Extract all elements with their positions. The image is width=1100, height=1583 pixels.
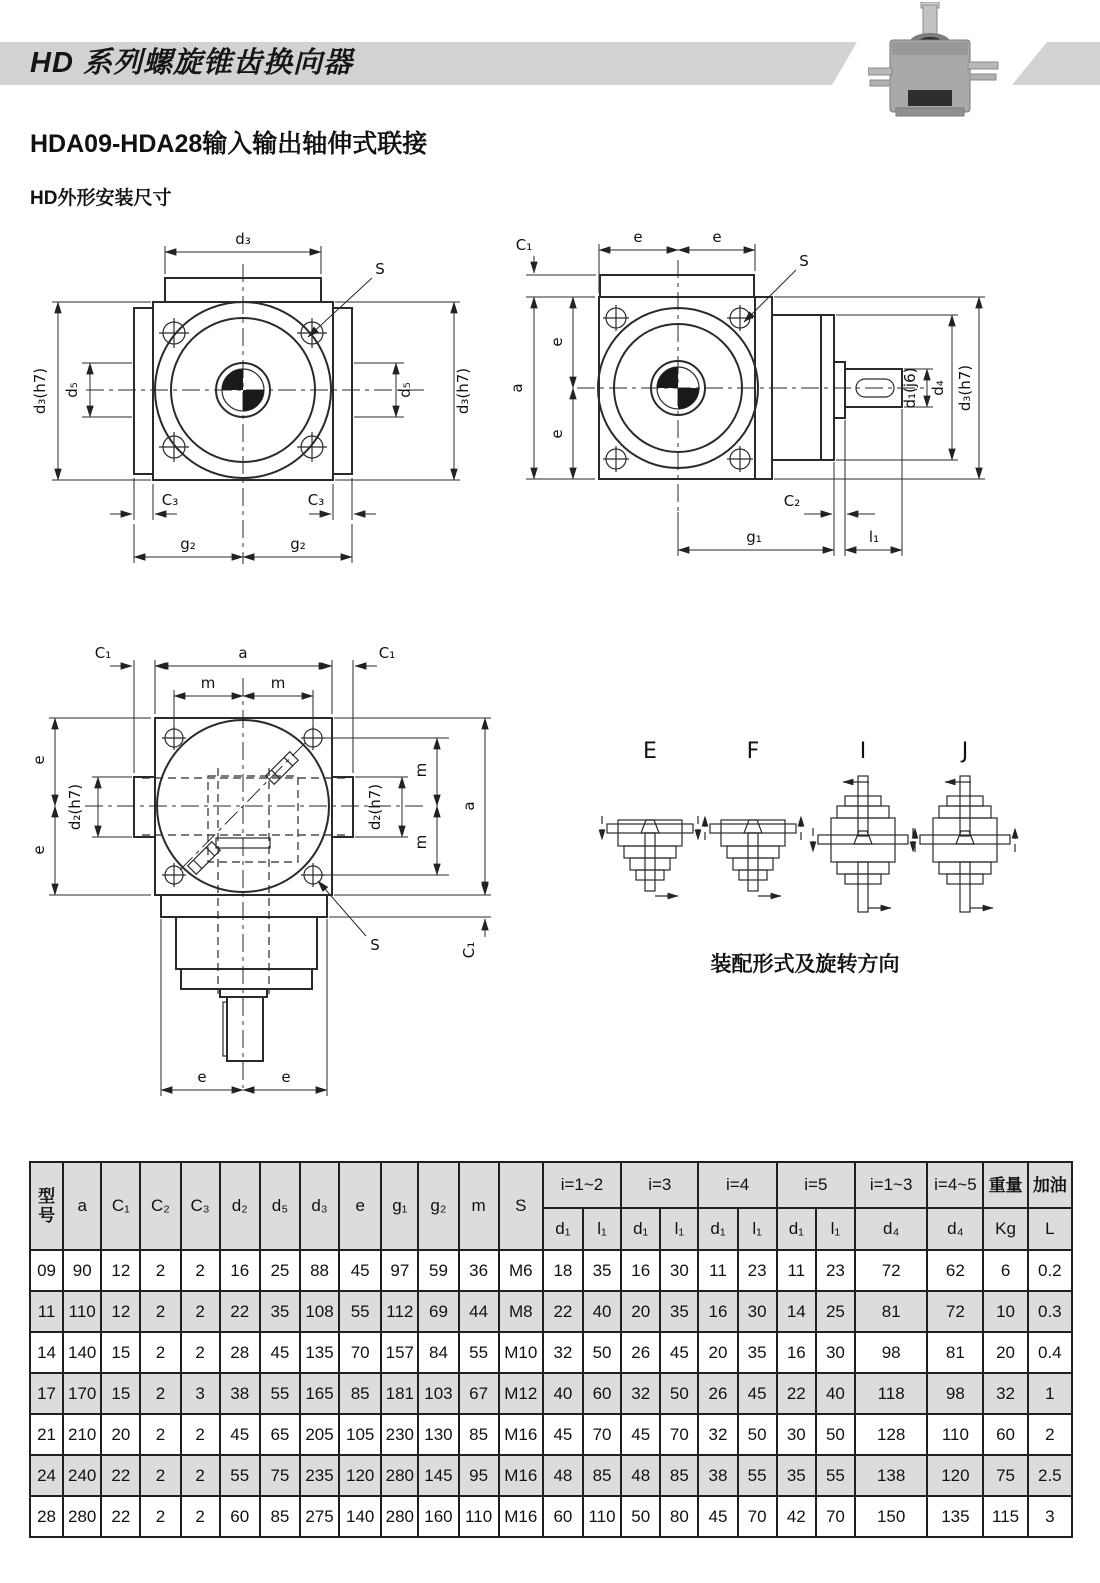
table-cell: 35 [777,1455,816,1496]
col-header-d2: d₂ [220,1162,260,1250]
table-cell: 38 [698,1455,737,1496]
table-cell: 2 [140,1414,180,1455]
table-cell: 72 [927,1291,983,1332]
table-cell: 75 [983,1455,1027,1496]
table-cell: 3 [181,1373,220,1414]
table-cell: M8 [499,1291,543,1332]
table-header [30,1162,1072,1250]
table-row [30,1496,1072,1537]
table-cell: 35 [260,1291,300,1332]
table-body [30,1250,1072,1537]
table-cell: 118 [855,1373,927,1414]
table-cell: 14 [30,1332,63,1373]
dim-label-s-bottom: S [370,936,380,954]
table-cell: 17 [30,1373,63,1414]
table-cell: 98 [927,1373,983,1414]
table-cell: 75 [260,1455,300,1496]
table-cell: 40 [583,1291,621,1332]
col-header-weight: 重量 [983,1162,1027,1208]
table-cell: 97 [381,1250,418,1291]
dim-label-a: a [508,383,526,393]
sub-header-d1-2: d₁ [621,1208,660,1250]
dim-label-c1-right: C₁ [460,941,478,959]
table-cell: 108 [300,1291,339,1332]
table-cell: 16 [621,1250,660,1291]
sub-header-d1-4: d₁ [777,1208,816,1250]
front-view-drawing [28,212,486,574]
table-cell: 35 [660,1291,698,1332]
table-cell: 16 [698,1291,737,1332]
table-cell: 62 [927,1250,983,1291]
table-cell: 10 [983,1291,1027,1332]
table-row [30,1455,1072,1496]
table-cell: 16 [777,1332,816,1373]
group-header-i1-2: i=1~2 [543,1162,621,1208]
table-cell: 110 [927,1414,983,1455]
table-cell: 20 [621,1291,660,1332]
table-cell: 15 [101,1373,140,1414]
sub-header-l1-1: l₁ [583,1208,621,1250]
table-cell: 69 [418,1291,458,1332]
table-cell: 70 [339,1332,381,1373]
dim-label-d3h7-left: d₃(h7) [31,367,49,415]
table-cell: 0.3 [1028,1291,1072,1332]
dim-label-d5-right: d₅ [396,382,414,398]
gearbox-photo-illustration [868,2,998,116]
col-header-d3: d₃ [300,1162,339,1250]
table-cell: 30 [738,1291,777,1332]
col-header-d5: d₅ [260,1162,300,1250]
assembly-variant-f-label: F [746,739,760,764]
table-cell: 2 [140,1332,180,1373]
banner-title: HD 系列螺旋锥齿换向器 [30,47,353,79]
table-cell: 2 [181,1332,220,1373]
table-cell: 45 [660,1332,698,1373]
table-cell: 2 [1028,1414,1072,1455]
dim-label-e-left-lower: e [30,845,48,855]
table-cell: 230 [381,1414,418,1455]
table-cell: 59 [418,1250,458,1291]
dim-label-e-bottom-right: e [281,1068,291,1086]
table-cell: 32 [698,1414,737,1455]
table-cell: 140 [63,1332,101,1373]
col-header-c1: C₁ [101,1162,140,1250]
dimension-table [29,1161,1073,1538]
table-cell: 70 [816,1496,855,1537]
table-cell: 32 [543,1332,583,1373]
table-cell: 95 [459,1455,499,1496]
bottom-view-dimensions [30,644,491,1096]
table-cell: 88 [300,1250,339,1291]
table-cell: 210 [63,1414,101,1455]
table-cell: 14 [777,1291,816,1332]
bottom-view-drawing [30,618,515,1123]
col-header-model: 型号 [30,1162,63,1250]
table-row [30,1250,1072,1291]
table-cell: 85 [660,1455,698,1496]
section-title: HDA09-HDA28输入输出轴伸式联接 [30,130,428,158]
table-cell: 240 [63,1455,101,1496]
table-cell: 25 [260,1250,300,1291]
dim-label-d3h7: d₃(h7) [956,364,974,412]
dim-label-a-top: a [238,644,248,662]
bottom-view-centerlines [85,678,425,1088]
dim-label-e-left-lower: e [548,429,566,439]
table-cell: 2 [181,1455,220,1496]
table-cell: 280 [381,1455,418,1496]
table-cell: 45 [260,1332,300,1373]
table-cell: 70 [738,1496,777,1537]
assembly-forms-drawing [575,720,1035,945]
table-cell: 135 [300,1332,339,1373]
table-cell: 20 [698,1332,737,1373]
table-cell: 181 [381,1373,418,1414]
table-cell: 90 [63,1250,101,1291]
table-cell: 50 [621,1496,660,1537]
table-cell: 45 [339,1250,381,1291]
table-cell: 0.4 [1028,1332,1072,1373]
dim-label-e-bottom-left: e [197,1068,207,1086]
table-cell: 70 [660,1414,698,1455]
table-row [30,1332,1072,1373]
table-cell: 80 [660,1496,698,1537]
table-cell: 128 [855,1414,927,1455]
table-cell: 3 [1028,1496,1072,1537]
table-cell: 24 [30,1455,63,1496]
dim-label-g2-left: g₂ [180,535,196,553]
table-cell: 1 [1028,1373,1072,1414]
dim-label-s: S [375,260,385,278]
table-cell: 55 [339,1291,381,1332]
table-cell: M16 [499,1496,543,1537]
table-cell: 2 [181,1291,220,1332]
table-cell: 35 [738,1332,777,1373]
table-cell: 09 [30,1250,63,1291]
dim-label-d3: d₃ [235,230,251,248]
dim-label-g1: g₁ [746,528,762,546]
dim-label-e-top-right: e [712,228,722,246]
table-cell: 135 [927,1496,983,1537]
table-cell: 45 [698,1496,737,1537]
table-cell: 26 [621,1332,660,1373]
table-cell: 16 [220,1250,260,1291]
dim-label-a-right: a [460,801,478,811]
col-header-e: e [339,1162,381,1250]
table-cell: M16 [499,1414,543,1455]
table-cell: 98 [855,1332,927,1373]
dim-label-c1-top-left: C₁ [94,644,112,662]
table-cell: 25 [816,1291,855,1332]
table-cell: 157 [381,1332,418,1373]
table-cell: 22 [777,1373,816,1414]
table-cell: 32 [983,1373,1027,1414]
table-cell: 85 [583,1455,621,1496]
table-cell: 26 [698,1373,737,1414]
dim-label-d2h7-right: d₂(h7) [366,783,384,831]
table-cell: 45 [220,1414,260,1455]
group-header-i4: i=4 [698,1162,776,1208]
table-cell: 120 [339,1455,381,1496]
table-cell: 235 [300,1455,339,1496]
col-header-oil: 加油 [1028,1162,1072,1208]
table-cell: 72 [855,1250,927,1291]
dim-label-g2-right: g₂ [290,535,306,553]
table-cell: 280 [63,1496,101,1537]
table-cell: 45 [738,1373,777,1414]
table-cell: 2 [181,1250,220,1291]
col-header-g1: g₁ [381,1162,418,1250]
table-cell: 12 [101,1291,140,1332]
col-header-c3: C₃ [181,1162,220,1250]
table-cell: 110 [583,1496,621,1537]
sub-header-l1-2: l₁ [660,1208,698,1250]
side-view-drawing [482,212,1082,574]
dim-label-l1: l₁ [868,528,880,546]
table-cell: 22 [220,1291,260,1332]
table-cell: 60 [543,1496,583,1537]
sub-title: HD外形安装尺寸 [30,188,172,209]
table-cell: 103 [418,1373,458,1414]
table-row [30,1414,1072,1455]
sub-header-l1-3: l₁ [738,1208,777,1250]
table-cell: 110 [63,1291,101,1332]
sub-header-l1-4: l₁ [816,1208,855,1250]
table-cell: 15 [101,1332,140,1373]
table-cell: 105 [339,1414,381,1455]
table-cell: 2 [140,1291,180,1332]
table-cell: 0.2 [1028,1250,1072,1291]
table-cell: 45 [621,1414,660,1455]
group-header-i1-3: i=1~3 [855,1162,927,1208]
table-cell: 18 [543,1250,583,1291]
front-view-hub [216,363,270,417]
table-cell: 40 [816,1373,855,1414]
table-cell: 81 [855,1291,927,1332]
assembly-diagram-i [813,776,913,912]
assembly-diagram-f [705,816,801,896]
table-cell: 22 [101,1455,140,1496]
col-header-c2: C₂ [140,1162,180,1250]
table-cell: 50 [660,1373,698,1414]
table-cell: 138 [855,1455,927,1496]
table-cell: 165 [300,1373,339,1414]
table-cell: 55 [816,1455,855,1496]
table-cell: 120 [927,1455,983,1496]
table-cell: 42 [777,1496,816,1537]
group-header-i5: i=5 [777,1162,855,1208]
dim-label-m-right-upper: m [412,762,430,778]
table-cell: 70 [583,1414,621,1455]
table-cell: 115 [983,1496,1027,1537]
table-cell: 280 [381,1496,418,1537]
table-cell: 38 [220,1373,260,1414]
dim-label-d5-left: d₅ [63,382,81,398]
table-cell: 130 [418,1414,458,1455]
dim-label-c2: C₂ [783,492,801,510]
table-cell: 50 [583,1332,621,1373]
table-cell: 84 [418,1332,458,1373]
table-cell: 21 [30,1414,63,1455]
table-cell: 2 [181,1496,220,1537]
table-cell: 65 [260,1414,300,1455]
table-cell: M12 [499,1373,543,1414]
table-cell: 30 [660,1250,698,1291]
table-cell: 48 [621,1455,660,1496]
side-view-body [598,275,902,479]
table-cell: 55 [220,1455,260,1496]
table-cell: M16 [499,1455,543,1496]
table-cell: 40 [543,1373,583,1414]
dim-label-m-top-right: m [270,674,286,692]
table-cell: 55 [459,1332,499,1373]
side-view-hub [651,361,705,415]
table-cell: 20 [101,1414,140,1455]
table-row [30,1373,1072,1414]
table-cell: 60 [983,1414,1027,1455]
table-cell: 50 [738,1414,777,1455]
table-cell: 85 [339,1373,381,1414]
table-cell: 150 [855,1496,927,1537]
table-cell: 140 [339,1496,381,1537]
table-cell: 44 [459,1291,499,1332]
table-cell: 55 [738,1455,777,1496]
dim-label-c1: C₁ [515,236,533,254]
dim-label-d2h7-left: d₂(h7) [66,783,84,831]
assembly-caption: 装配形式及旋转方向 [710,953,900,976]
product-photo [868,2,1000,118]
table-cell: 145 [418,1455,458,1496]
table-cell: 2 [140,1496,180,1537]
table-cell: 60 [583,1373,621,1414]
table-cell: 2 [140,1373,180,1414]
dim-label-d1j6: d₁(j6) [901,367,919,409]
dim-label-d4: d₄ [929,380,947,396]
dim-label-e-top-left: e [633,228,643,246]
dim-label-d3h7-right: d₃(h7) [454,367,472,415]
table-cell: 275 [300,1496,339,1537]
table-cell: 45 [543,1414,583,1455]
table-cell: 2 [140,1250,180,1291]
table-cell: 67 [459,1373,499,1414]
table-cell: 12 [101,1250,140,1291]
table-cell: 23 [738,1250,777,1291]
dim-label-e-left-upper: e [548,337,566,347]
table-row [30,1291,1072,1332]
table-cell: 81 [927,1332,983,1373]
assembly-variant-i-label: I [859,739,867,764]
assembly-variant-j-label: J [961,739,969,764]
table-cell: M6 [499,1250,543,1291]
sub-header-kg: Kg [983,1208,1027,1250]
table-cell: 22 [101,1496,140,1537]
table-cell: 11 [777,1250,816,1291]
table-cell: 6 [983,1250,1027,1291]
table-header-row-1 [30,1162,1072,1208]
group-header-i3: i=3 [621,1162,698,1208]
dim-label-s-side: S [799,252,809,270]
table-cell: 85 [260,1496,300,1537]
table-cell: 50 [816,1414,855,1455]
dim-label-m-right-lower: m [412,834,430,850]
side-view-dimensions [508,228,985,556]
dim-label-c3-right: C₃ [307,491,325,509]
dim-label-c3-left: C₃ [161,491,179,509]
table-cell: 11 [698,1250,737,1291]
bottom-view-hidden-lines [142,752,346,994]
table-cell: 28 [30,1496,63,1537]
table-cell: 55 [260,1373,300,1414]
sub-header-d1-1: d₁ [543,1208,583,1250]
table-cell: 11 [30,1291,63,1332]
assembly-diagram-e [602,816,698,896]
table-cell: 205 [300,1414,339,1455]
table-cell: 32 [621,1373,660,1414]
table-cell: 110 [459,1496,499,1537]
table-cell: 28 [220,1332,260,1373]
sub-header-d4-2: d₄ [927,1208,983,1250]
table-cell: 30 [816,1332,855,1373]
group-header-i4-5: i=4~5 [927,1162,983,1208]
sub-header-d1-3: d₁ [698,1208,737,1250]
table-cell: 2 [181,1414,220,1455]
table-cell: 2.5 [1028,1455,1072,1496]
dim-label-e-left-upper: e [30,755,48,765]
table-cell: M10 [499,1332,543,1373]
table-cell: 112 [381,1291,418,1332]
table-cell: 35 [583,1250,621,1291]
table-cell: 36 [459,1250,499,1291]
sub-header-d4-1: d₄ [855,1208,927,1250]
table-cell: 20 [983,1332,1027,1373]
assembly-variant-e-label: E [643,739,657,764]
table-cell: 48 [543,1455,583,1496]
col-header-a: a [63,1162,101,1250]
dim-label-c1-top-right: C₁ [378,644,396,662]
col-header-s: S [499,1162,543,1250]
table-cell: 60 [220,1496,260,1537]
col-header-m: m [459,1162,499,1250]
banner-band-right [1012,42,1100,85]
table-cell: 2 [140,1455,180,1496]
table-cell: 85 [459,1414,499,1455]
table-cell: 170 [63,1373,101,1414]
col-header-g2: g₂ [418,1162,458,1250]
table-cell: 160 [418,1496,458,1537]
assembly-diagram-j [915,776,1015,912]
table-cell: 30 [777,1414,816,1455]
dim-label-m-top-left: m [200,674,216,692]
table-cell: 22 [543,1291,583,1332]
table-cell: 23 [816,1250,855,1291]
sub-header-l: L [1028,1208,1072,1250]
